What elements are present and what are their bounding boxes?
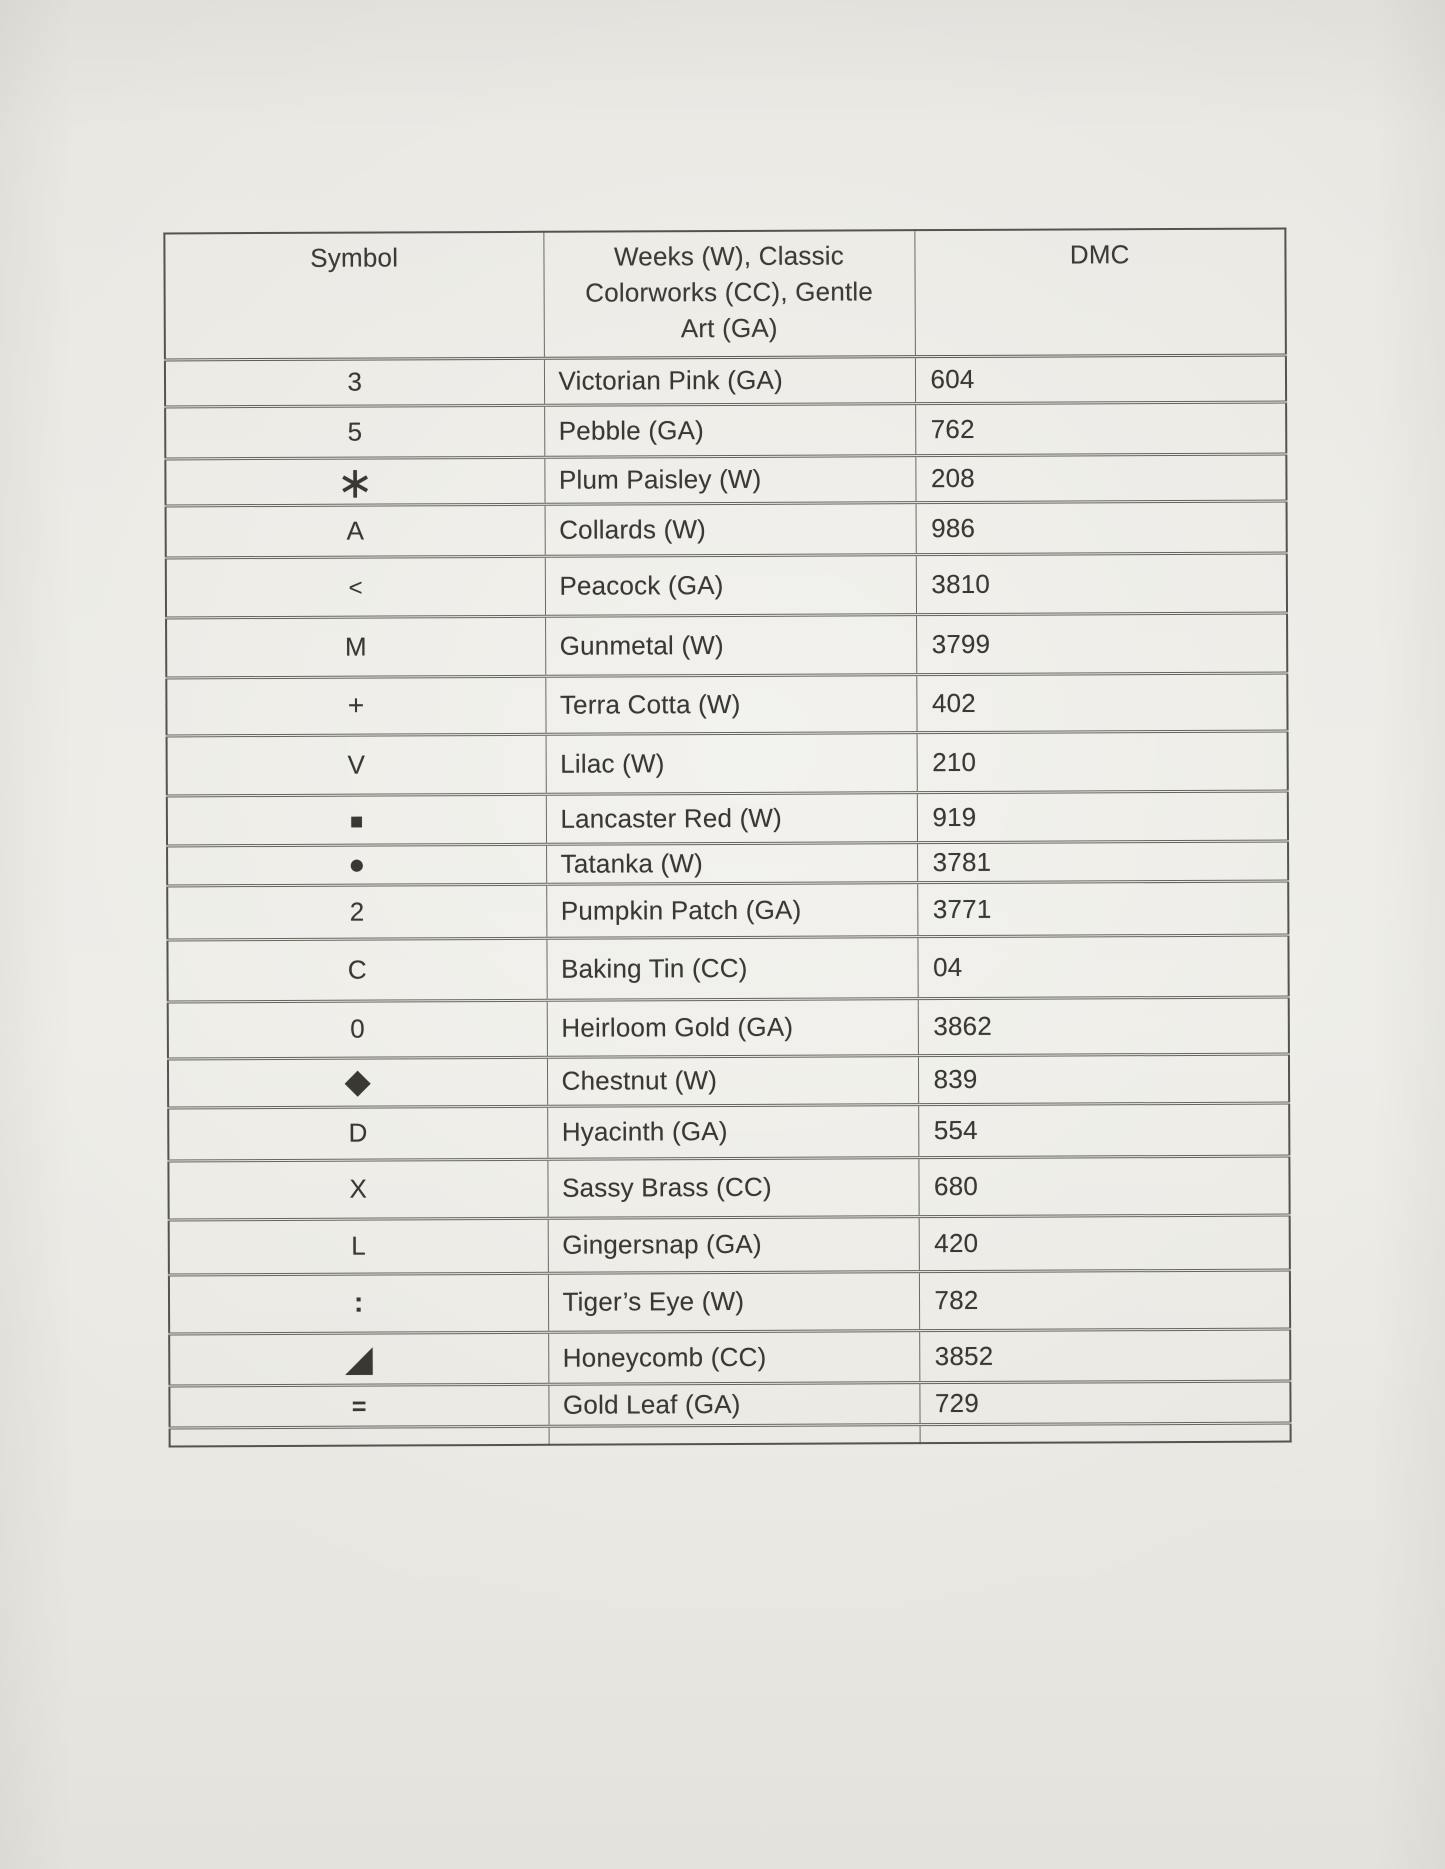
stitch-symbol: ◆ [344, 1062, 372, 1101]
header-brands-line2: Colorworks (CC), Gentle [585, 276, 874, 308]
stitch-symbol: 5 [347, 416, 363, 447]
dmc-number-cell: 04 [917, 935, 1288, 999]
dmc-number-cell: 3862 [918, 997, 1289, 1056]
legend-row [167, 791, 1288, 846]
legend-row [169, 1270, 1290, 1334]
floss-name-cell: Tatanka (W) [546, 842, 917, 884]
legend-row [165, 454, 1286, 506]
stitch-symbol: 0 [350, 1013, 365, 1044]
dmc-number-cell: 762 [915, 402, 1286, 456]
dmc-number-cell: 782 [919, 1270, 1290, 1331]
legend-row [168, 997, 1289, 1059]
stitch-symbol: X [349, 1173, 368, 1204]
symbol-cell [167, 938, 546, 1002]
dmc-number-cell: 3810 [916, 553, 1287, 615]
legend-row [169, 1215, 1290, 1275]
floss-name-cell [549, 1424, 920, 1445]
legend-row [167, 881, 1288, 940]
stitch-symbol: ● [348, 848, 366, 880]
dmc-number-cell: 402 [916, 673, 1287, 733]
symbol-cell [167, 734, 546, 796]
symbol-cell [165, 358, 544, 407]
floss-name-cell: Lilac (W) [546, 732, 917, 794]
stitch-symbol: D [348, 1117, 368, 1148]
stitch-symbol: A [346, 515, 365, 546]
header-brands-line1: Weeks (W), Classic [613, 240, 844, 272]
symbol-cell [166, 504, 545, 558]
legend-row [169, 1329, 1290, 1386]
floss-name-cell: Victorian Pink (GA) [544, 356, 915, 405]
symbol-cell [165, 405, 544, 459]
floss-name-cell: Peacock (GA) [545, 554, 916, 616]
symbol-cell [169, 1273, 548, 1334]
symbol-cell [167, 794, 546, 846]
legend-row [166, 501, 1287, 558]
symbol-cell [168, 1159, 547, 1220]
symbol-cell [166, 556, 545, 618]
dmc-number-cell: 3781 [917, 841, 1288, 883]
dmc-number-cell: 604 [915, 355, 1286, 404]
dmc-number-cell: 729 [919, 1381, 1290, 1425]
stitch-symbol: ◢ [344, 1337, 374, 1379]
legend-row [165, 355, 1286, 407]
legend-row [169, 1381, 1290, 1428]
header-brands-line3: Art (GA) [680, 312, 778, 344]
floss-name-cell: Tiger’s Eye (W) [548, 1271, 919, 1332]
header-symbol: Symbol [164, 232, 544, 360]
symbol-cell [166, 676, 545, 736]
legend-row [168, 1103, 1289, 1161]
symbol-cell [166, 616, 545, 678]
floss-name-cell: Gunmetal (W) [545, 614, 916, 676]
dmc-number-cell: 3799 [916, 613, 1287, 675]
symbol-cell [168, 1057, 547, 1108]
stitch-symbol: 3 [347, 366, 363, 397]
dmc-number-cell: 3852 [919, 1329, 1290, 1383]
symbol-cell [168, 1106, 547, 1161]
stitch-symbol: ∗ [336, 458, 374, 508]
floss-name-cell: Chestnut (W) [547, 1055, 918, 1106]
dmc-number-cell: 554 [918, 1103, 1289, 1158]
floss-name-cell: Terra Cotta (W) [545, 674, 916, 734]
symbol-cell [169, 1332, 548, 1386]
legend-row [167, 935, 1288, 1002]
header-brands [543, 230, 915, 358]
floss-name-cell: Baking Tin (CC) [546, 936, 917, 1000]
dmc-number-cell: 919 [917, 791, 1288, 843]
legend-row [166, 673, 1287, 736]
dmc-number-cell: 210 [917, 731, 1288, 793]
dmc-number-cell [920, 1423, 1291, 1444]
symbol-cell [168, 1000, 547, 1059]
stitch-symbol: : [353, 1286, 364, 1318]
empty-bottom-row [170, 1423, 1291, 1447]
stitch-symbol: = [351, 1392, 367, 1421]
floss-name-cell: Lancaster Red (W) [546, 792, 917, 844]
floss-legend-table [163, 228, 1291, 1448]
dmc-number-cell: 986 [916, 501, 1287, 555]
dmc-number-cell: 839 [918, 1054, 1289, 1105]
stitch-symbol: C [347, 954, 367, 985]
dmc-number-cell: 208 [915, 454, 1286, 503]
floss-name-cell: Gold Leaf (GA) [548, 1382, 919, 1426]
stitch-symbol: M [344, 631, 367, 662]
floss-name-cell: Sassy Brass (CC) [547, 1157, 918, 1218]
symbol-cell [167, 884, 546, 940]
dmc-number-cell: 3771 [917, 881, 1288, 937]
stitch-symbol: ■ [349, 808, 364, 834]
stitch-symbol: + [347, 689, 365, 721]
floss-name-cell: Honeycomb (CC) [548, 1330, 919, 1384]
legend-row [166, 613, 1287, 678]
stitch-symbol: V [347, 749, 366, 780]
symbol-cell [169, 1384, 548, 1428]
floss-name-cell: Plum Paisley (W) [544, 455, 915, 504]
symbol-cell [167, 844, 546, 886]
header-row [164, 229, 1286, 360]
legend-row [168, 1054, 1289, 1108]
legend-row [166, 553, 1287, 618]
floss-name-cell: Collards (W) [545, 502, 916, 556]
floss-name-cell: Pumpkin Patch (GA) [546, 882, 917, 938]
dmc-number-cell: 680 [918, 1156, 1289, 1217]
legend-row [167, 841, 1288, 886]
symbol-cell [165, 457, 544, 506]
stitch-symbol: L [351, 1230, 366, 1261]
legend-row [165, 402, 1286, 459]
stitch-symbol: 2 [349, 896, 365, 927]
stitch-symbol: < [348, 574, 363, 602]
legend-row [168, 1156, 1289, 1220]
floss-name-cell: Pebble (GA) [544, 403, 915, 457]
legend-row [167, 731, 1288, 796]
floss-name-cell: Gingersnap (GA) [548, 1216, 919, 1273]
floss-name-cell: Hyacinth (GA) [547, 1104, 918, 1159]
header-dmc: DMC [914, 229, 1286, 357]
symbol-cell [170, 1426, 549, 1447]
dmc-number-cell: 420 [919, 1215, 1290, 1272]
symbol-cell [169, 1218, 548, 1275]
floss-name-cell: Heirloom Gold (GA) [547, 998, 918, 1057]
